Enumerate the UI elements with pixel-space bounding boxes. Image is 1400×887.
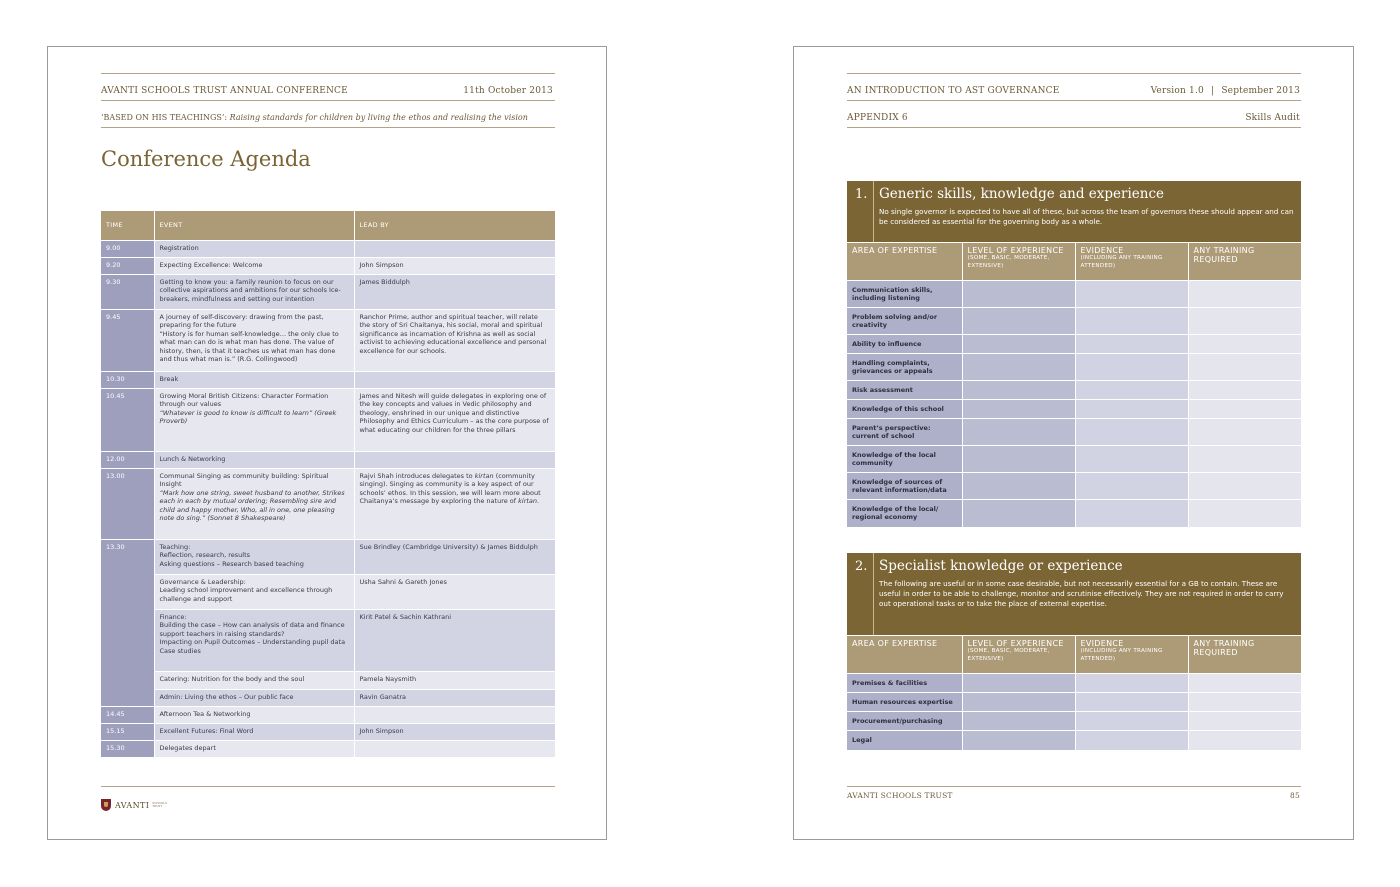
row-time: 13.00: [101, 468, 154, 539]
table-row: [101, 451, 555, 468]
col-event: EVENT: [154, 211, 354, 240]
col-level: LEVEL OF EXPERIENCE (SOME, BASIC, MODERATE, EXTENSIVE): [962, 243, 1075, 281]
row-time: 9.30: [101, 274, 154, 309]
row-area: Premises & facilities: [847, 674, 962, 693]
training-cell[interactable]: [1188, 419, 1301, 446]
training-cell[interactable]: [1188, 712, 1301, 731]
row-event: Admin: Living the ethos – Our public face: [154, 689, 354, 706]
row-time: 10.30: [101, 371, 154, 388]
header-rule-bottom: [847, 127, 1301, 128]
row-lead: John Simpson: [354, 723, 555, 740]
level-cell[interactable]: [962, 731, 1075, 750]
row-event: [154, 468, 354, 539]
lead-kirtan: kirtan: [474, 471, 494, 480]
col-time: TIME: [101, 211, 154, 240]
row-lead: [354, 451, 555, 468]
col-level: LEVEL OF EXPERIENCE (SOME, BASIC, MODERATE, EXTENSIVE): [962, 636, 1075, 674]
skills-table-1: [847, 242, 1302, 527]
table-row: [101, 539, 555, 574]
agenda-table: [101, 211, 556, 757]
row-area: Parent’s perspective: current of school: [847, 419, 962, 446]
lead-kirtan-2: kirtan: [518, 497, 538, 506]
row-lead: John Simpson: [354, 257, 555, 274]
row-lead: [354, 240, 555, 257]
evidence-cell[interactable]: [1075, 419, 1188, 446]
header-date: 11th October 2013: [463, 86, 553, 96]
level-cell[interactable]: [962, 400, 1075, 419]
logo-small: SCHOOLS TRUST: [152, 800, 167, 808]
training-cell[interactable]: [1188, 381, 1301, 400]
header-title: AN INTRODUCTION TO AST GOVERNANCE: [847, 86, 1060, 96]
row-event: Excellent Futures: Final Word: [154, 723, 354, 740]
training-cell[interactable]: [1188, 473, 1301, 500]
training-cell[interactable]: [1188, 731, 1301, 750]
skills-section-2: [847, 553, 1301, 750]
level-cell[interactable]: [962, 335, 1075, 354]
level-cell[interactable]: [962, 281, 1075, 308]
row-time: 15.15: [101, 723, 154, 740]
row-event: Registration: [154, 240, 354, 257]
table-row: [847, 473, 1301, 500]
table-row: [101, 257, 555, 274]
skills-table-2: [847, 635, 1302, 750]
evidence-cell[interactable]: [1075, 712, 1188, 731]
row-lead: Sue Brindley (Cambridge University) & James Biddulph: [354, 539, 555, 574]
event-main: Communal Singing as community building: Spiritual Insight: [159, 471, 329, 489]
row-area: Problem solving and/or creativity: [847, 308, 962, 335]
section-number: 1.: [847, 181, 874, 242]
table-row: [847, 335, 1301, 354]
training-cell[interactable]: [1188, 354, 1301, 381]
section-title: Generic skills, knowledge and experience: [879, 186, 1164, 202]
header-rule-top: [847, 73, 1301, 74]
row-event: Break: [154, 371, 354, 388]
row-area: Procurement/purchasing: [847, 712, 962, 731]
table-row: [847, 731, 1301, 750]
table-row: [847, 400, 1301, 419]
header-version: Version 1.0 | September 2013: [1150, 86, 1300, 96]
row-event: Governance & Leadership: Leading school improvement and excellence through challenge and support: [154, 574, 354, 609]
row-time: 9.20: [101, 257, 154, 274]
footer-rule: [847, 786, 1301, 787]
row-event: Delegates depart: [154, 740, 354, 757]
row-lead: [354, 740, 555, 757]
table-row: [847, 500, 1301, 527]
row-event: A journey of self-discovery: drawing from the past, preparing for the future “History is for human self-knowledge… the only clue to what man can do is what man has done. The value of history, then, is that it teaches us what man has done and thus what man is.” (R.G. Collingwood): [154, 309, 354, 371]
level-cell[interactable]: [962, 381, 1075, 400]
level-cell[interactable]: [962, 500, 1075, 527]
evidence-cell[interactable]: [1075, 400, 1188, 419]
evidence-cell[interactable]: [1075, 281, 1188, 308]
section-title: Specialist knowledge or experience: [879, 558, 1123, 574]
row-time: 14.45: [101, 706, 154, 723]
skills-section-1: [847, 181, 1301, 527]
row-time: 9.00: [101, 240, 154, 257]
training-cell[interactable]: [1188, 308, 1301, 335]
table-row: [847, 446, 1301, 473]
section-description: No single governor is expected to have all of these, but across the team of governors these should appear and can be considered as essential for the governing body as a whole.: [879, 207, 1294, 227]
table-row: [101, 740, 555, 757]
event-quote: “Mark how one string, sweet husband to another, Strikes each in each by mutual ordering; Resembling sire and child and happy mother, Who, all in one, one pleasing note do sing.” (Sonnet 8 Shakespeare): [159, 488, 345, 523]
section-name: Skills Audit: [1245, 113, 1300, 123]
subtitle-quote: ‘BASED ON HIS TEACHINGS’:: [101, 113, 228, 122]
evidence-cell[interactable]: [1075, 693, 1188, 712]
section-header: [847, 181, 1301, 242]
lead-post: (community singing). Singing as community is a key aspect of our schools’ ethos. In this session, we will learn more about Chaitanya’s message by exploring the nature of: [359, 471, 541, 506]
col-area: AREA OF EXPERTISE: [847, 243, 962, 281]
skills-header-row: [847, 243, 1301, 281]
section-number: 2.: [847, 553, 874, 635]
table-row: [101, 309, 555, 371]
table-row: [101, 274, 555, 309]
table-row: [101, 671, 555, 689]
table-row: [101, 689, 555, 706]
footer-rule: [101, 786, 555, 787]
evidence-cell[interactable]: [1075, 446, 1188, 473]
table-row: [847, 712, 1301, 731]
subtitle-rest: Raising standards for children by living the ethos and realising the vision: [229, 113, 528, 122]
table-row: [101, 706, 555, 723]
table-row: [847, 419, 1301, 446]
row-area: Human resources expertise: [847, 693, 962, 712]
row-lead: Usha Sahni & Gareth Jones: [354, 574, 555, 609]
level-cell[interactable]: [962, 674, 1075, 693]
footer-org: AVANTI SCHOOLS TRUST: [847, 791, 953, 800]
table-row: [101, 609, 555, 671]
section-description: The following are useful or in some case desirable, but not necessarily essential for a GB to contain. These are useful in order to be able to challenge, monitor and scrutinise effectively. They are not required in order to carry out operational tasks or to take the place of external expertise.: [879, 579, 1284, 609]
lead-pre: Rajvi Shah introduces delegates to: [359, 471, 473, 480]
row-time: 9.45: [101, 309, 154, 371]
row-event: Catering: Nutrition for the body and the soul: [154, 671, 354, 689]
evidence-cell[interactable]: [1075, 731, 1188, 750]
col-training: ANY TRAINING REQUIRED: [1188, 636, 1301, 674]
row-event: Afternoon Tea & Networking: [154, 706, 354, 723]
col-lead: LEAD BY: [354, 211, 555, 240]
row-time: 15.30: [101, 740, 154, 757]
skills-audit-page: [793, 46, 1354, 840]
table-row: [101, 574, 555, 609]
evidence-cell[interactable]: [1075, 308, 1188, 335]
evidence-cell[interactable]: [1075, 381, 1188, 400]
training-cell[interactable]: [1188, 674, 1301, 693]
table-row: [101, 723, 555, 740]
row-lead: [354, 706, 555, 723]
event-main: Growing Moral British Citizens: Character Formation through our values: [159, 391, 329, 409]
header-rule-bottom: [101, 127, 555, 128]
row-event: Expecting Excellence: Welcome: [154, 257, 354, 274]
table-row: [847, 674, 1301, 693]
evidence-cell[interactable]: [1075, 500, 1188, 527]
row-area: Knowledge of the local community: [847, 446, 962, 473]
row-event: Lunch & Networking: [154, 451, 354, 468]
event-quote: “Whatever is good to know is difficult to learn” (Greek Proverb): [159, 408, 337, 426]
agenda-header-row: [101, 211, 555, 240]
table-row: [847, 354, 1301, 381]
row-lead: Kirit Patel & Sachin Kathrani: [354, 609, 555, 671]
training-cell[interactable]: [1188, 446, 1301, 473]
training-cell[interactable]: [1188, 281, 1301, 308]
row-area: Communication skills, including listening: [847, 281, 962, 308]
row-lead: James Biddulph: [354, 274, 555, 309]
level-cell[interactable]: [962, 308, 1075, 335]
row-lead: Ranchor Prime, author and spiritual teacher, will relate the story of Sri Chaitanya, his social, moral and spiritual significance as incarnation of Krishna as well as social activist to achieving educational excellence and personal excellence for our schools.: [354, 309, 555, 371]
row-event: Finance: Building the case – How can analysis of data and finance support teachers in raising standards? Impacting on Pupil Outcomes – Understanding pupil data Case studies: [154, 609, 354, 671]
avanti-logo: [101, 799, 168, 811]
row-event: Getting to know you: a family reunion to focus on our collective aspirations and ambitions for our schools Ice-breakers, mindfulness and setting our intention: [154, 274, 354, 309]
version-date: September 2013: [1221, 86, 1300, 96]
level-cell[interactable]: [962, 473, 1075, 500]
col-area: AREA OF EXPERTISE: [847, 636, 962, 674]
level-cell[interactable]: [962, 712, 1075, 731]
evidence-cell[interactable]: [1075, 354, 1188, 381]
skills-header-row: [847, 636, 1301, 674]
training-cell[interactable]: [1188, 400, 1301, 419]
table-row: [101, 388, 555, 451]
table-row: [101, 468, 555, 539]
row-lead: Pamela Naysmith: [354, 671, 555, 689]
page-title: Conference Agenda: [101, 147, 311, 171]
table-row: [847, 281, 1301, 308]
row-area: Ability to influence: [847, 335, 962, 354]
lead-end: .: [537, 497, 540, 506]
row-time: 13.30: [101, 539, 154, 706]
level-cell[interactable]: [962, 419, 1075, 446]
col-evidence: EVIDENCE (INCLUDING ANY TRAINING ATTENDED): [1075, 636, 1188, 674]
evidence-cell[interactable]: [1075, 674, 1188, 693]
header-rule-mid: [847, 100, 1301, 101]
col-training: ANY TRAINING REQUIRED: [1188, 243, 1301, 281]
row-area: Knowledge of the local/ regional economy: [847, 500, 962, 527]
level-cell[interactable]: [962, 354, 1075, 381]
row-event: [154, 388, 354, 451]
table-row: [101, 240, 555, 257]
row-lead: Ravin Ganatra: [354, 689, 555, 706]
row-area: Risk assessment: [847, 381, 962, 400]
row-area: Knowledge of sources of relevant information/data: [847, 473, 962, 500]
logo-word: AVANTI: [115, 800, 150, 810]
row-lead: [354, 371, 555, 388]
agenda-page: [47, 46, 607, 840]
col-evidence: EVIDENCE (INCLUDING ANY TRAINING ATTENDED): [1075, 243, 1188, 281]
section-header: [847, 553, 1301, 635]
row-time: 10.45: [101, 388, 154, 451]
table-row: [847, 693, 1301, 712]
row-event: Teaching: Reflection, research, results Asking questions – Research based teaching: [154, 539, 354, 574]
training-cell[interactable]: [1188, 335, 1301, 354]
shield-icon: [101, 799, 111, 811]
evidence-cell[interactable]: [1075, 473, 1188, 500]
level-cell[interactable]: [962, 693, 1075, 712]
level-cell[interactable]: [962, 446, 1075, 473]
evidence-cell[interactable]: [1075, 335, 1188, 354]
page-number: 85: [1290, 791, 1300, 800]
training-cell[interactable]: [1188, 693, 1301, 712]
table-row: [101, 371, 555, 388]
row-area: Legal: [847, 731, 962, 750]
row-area: Handling complaints, grievances or appeals: [847, 354, 962, 381]
header-subtitle: [101, 113, 528, 122]
version-label: Version 1.0: [1150, 86, 1204, 96]
row-area: Knowledge of this school: [847, 400, 962, 419]
header-rule-mid: [101, 100, 555, 101]
row-lead: James and Nitesh will guide delegates in exploring one of the key concepts and values in Vedic philosophy and theology, enshrined in our unique and distinctive Philosophy and Ethics Curriculum – as the core purpose of what educating our children for the three pillars: [354, 388, 555, 451]
table-row: [847, 308, 1301, 335]
header-rule-top: [101, 73, 555, 74]
training-cell[interactable]: [1188, 500, 1301, 527]
row-lead: [354, 468, 555, 539]
table-row: [847, 381, 1301, 400]
header-title: AVANTI SCHOOLS TRUST ANNUAL CONFERENCE: [101, 86, 348, 96]
appendix-label: APPENDIX 6: [847, 113, 908, 123]
row-time: 12.00: [101, 451, 154, 468]
